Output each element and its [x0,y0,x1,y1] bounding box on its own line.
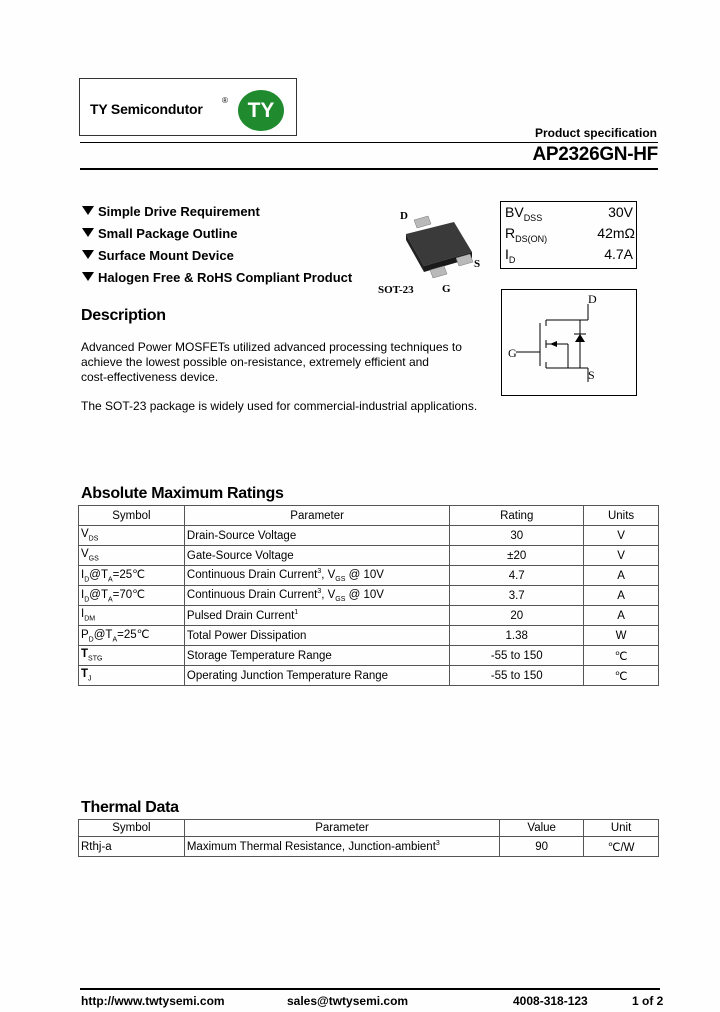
table-row: $P_D@T_A=25℃$ Total Power Dissipation 1.38 W [79,626,659,646]
footer-rule [80,988,660,990]
footer-url[interactable]: http://www.twtysemi.com [81,994,225,1008]
company-logo [79,78,297,136]
abs-max-table [78,505,659,686]
thermal-heading: Thermal Data [81,799,179,816]
feature-item: Surface Mount Device [82,248,352,270]
triangle-bullet-icon [82,272,94,281]
footer-email[interactable]: sales@twtysemi.com [287,994,409,1008]
table-row: $T_{STG}$ Storage Temperature Range -55 to 150 ℃ [79,646,659,666]
package-pin-g: G [442,283,451,295]
package-name: SOT-23 [378,284,414,296]
description-heading: Description [81,307,166,324]
circuit-label-s: S [588,368,595,382]
feature-list [82,204,352,292]
package-pin-s: S [474,258,481,270]
table-row: $T_J$ Operating Junction Temperature Range -55 to 150 ℃ [79,666,659,686]
feature-item: Halogen Free & RoHS Compliant Product [82,270,352,292]
table-row: Rthj-a Maximum Thermal Resistance, Junction-ambient$^3$ 90 ℃/W [79,837,659,857]
table-header-row: Symbol Parameter Value Unit [79,820,659,837]
circuit-label-d: D [588,292,597,306]
table-row: $I_D@T_A=25℃$ Continuous Drain Current$^3$, $V_{GS}$ @ 10V 4.7 A [79,566,659,586]
sot23-package-image [376,206,494,302]
key-spec-row: $R_{DS(ON)}$ 42mΩ [505,225,635,244]
triangle-bullet-icon [82,228,94,237]
circuit-label-g: G [508,346,517,360]
mosfet-schematic [502,290,636,395]
table-row: $V_{DS}$ Drain-Source Voltage 30 V [79,526,659,546]
mosfet-symbol-diagram [501,289,637,396]
description-paragraph-1: Advanced Power MOSFETs utilized advanced processing techniques to achieve the lowest possible on-resistance, extremely efficient and cost-effectiveness device. [81,340,462,384]
abs-max-heading: Absolute Maximum Ratings [81,485,284,502]
footer-phone: 4008-318-123 [513,994,588,1008]
feature-item: Small Package Outline [82,226,352,248]
header-rule-thick [80,168,658,170]
logo-text: TY Semicondutor [90,101,203,117]
thermal-table [78,819,659,857]
product-spec-label: Product specification [534,126,657,140]
logo-registered-mark: ® [222,96,228,105]
table-row: $V_{GS}$ Gate-Source Voltage ±20 V [79,546,659,566]
triangle-bullet-icon [82,206,94,215]
feature-item: Simple Drive Requirement [82,204,352,226]
key-spec-box [500,201,637,269]
table-header-row: Symbol Parameter Rating Units [79,506,659,526]
key-spec-row: $BV_{DSS}$ 30V [505,204,633,223]
triangle-bullet-icon [82,250,94,259]
part-number: AP2326GN-HF [532,144,658,165]
key-spec-row: $I_D$ 4.7A [505,246,633,265]
description-paragraph-2: The SOT-23 package is widely used for commercial-industrial applications. [81,399,478,413]
footer-page-number: 1 of 2 [632,994,664,1008]
header-rule [80,142,658,143]
logo-mark: TY [238,90,284,131]
package-pin-d: D [400,210,408,222]
table-row: $I_{DM}$ Pulsed Drain Current$^1$ 20 A [79,606,659,626]
table-row: $I_D@T_A=70℃$ Continuous Drain Current$^3$, $V_{GS}$ @ 10V 3.7 A [79,586,659,606]
